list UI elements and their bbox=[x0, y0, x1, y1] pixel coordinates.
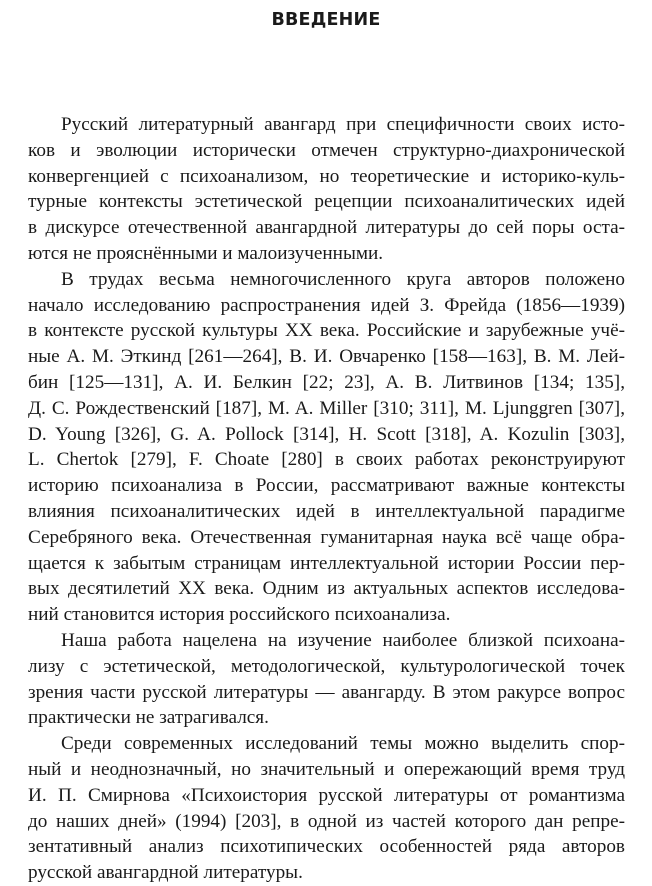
page-title: ВВЕДЕНИЕ bbox=[271, 10, 381, 30]
body-text bbox=[28, 112, 625, 886]
paragraph-1-line: конвергенцией с психоанализом, но теоретические и историко-куль- bbox=[28, 165, 625, 187]
paragraph-4-line: Среди современных исследований темы можно выделить спор- bbox=[61, 733, 625, 755]
paragraph-2-line: Серебряного века. Отечественная гуманитарная наука всё чаще обра- bbox=[28, 526, 625, 548]
paragraph-3-line: лизу с эстетической, методологической, культурологической точек bbox=[28, 655, 625, 677]
paragraph-2-line: В трудах весьма немногочисленного круга авторов положено bbox=[61, 268, 625, 290]
paragraph-2-line: щается к забытым страницам интеллектуальной истории России пер- bbox=[28, 552, 625, 574]
paragraph-3-line: практически не затрагивался. bbox=[28, 707, 269, 729]
paragraph-2-line: вых десятилетий XX века. Одним из актуальных аспектов исследова- bbox=[28, 578, 625, 600]
paragraph-4-line: до наших дней» (1994) [203], в одной из частей которого дан репре- bbox=[28, 810, 625, 832]
paragraph-1-line: Русский литературный авангард при специфичности своих исто- bbox=[61, 114, 625, 135]
paragraph-2-line: ные А. М. Эткинд [261—264], В. И. Овчаренко [158—163], В. М. Лей- bbox=[28, 346, 625, 368]
paragraph-4-line: ный и неоднозначный, но значительный и опережающий время труд bbox=[28, 758, 625, 780]
paragraph-2-line: ний становится история российского психоанализа. bbox=[28, 604, 451, 626]
paragraph-2-line: начало исследованию распространения идей З. Фрейда (1856—1939) bbox=[28, 294, 625, 316]
paragraph-3-line: Наша работа нацелена на изучение наиболее близкой психоана- bbox=[61, 629, 625, 651]
paragraph-2-line: D. Young [326], G. A. Pollock [314], H. Scott [318], A. Kozulin [303], bbox=[28, 423, 625, 445]
paragraph-2-line: историю психоанализа в России, рассматривают важные контексты bbox=[28, 475, 625, 497]
paragraph-1-line: в дискурсе отечественной авангардной литературы до сей поры оста- bbox=[28, 217, 625, 239]
paragraph-2-line: в контексте русской культуры XX века. Российские и зарубежные учё- bbox=[28, 320, 625, 342]
paragraph-3-line: зрения части русской литературы — авангарду. В этом ракурсе вопрос bbox=[28, 681, 625, 703]
paragraph-4-line: русской авангардной литературы. bbox=[28, 862, 303, 884]
paragraph-4-line: зентативный анализ психотипических особенностей ряда авторов bbox=[28, 836, 625, 858]
paragraph-1-line: турные контексты эстетической рецепции психоаналитических идей bbox=[28, 191, 625, 213]
paragraph-2-line: бин [125—131], А. И. Белкин [22; 23], А. В. Литвинов [134; 135], bbox=[28, 371, 625, 393]
paragraph-4-line: И. П. Смирнова «Психоистория русской литературы от романтизма bbox=[28, 784, 625, 806]
paragraph-2-line: L. Chertok [279], F. Choate [280] в своих работах реконструируют bbox=[28, 449, 625, 471]
paragraph-2-line: Д. С. Рождественский [187], M. A. Miller [310; 311], M. Ljunggren [307], bbox=[28, 397, 625, 419]
paragraph-1-line: ются не прояснёнными и малоизученными. bbox=[28, 242, 384, 264]
paragraph-2-line: влияния психоаналитических идей в интеллектуальной парадигме bbox=[28, 500, 625, 522]
paragraph-1-line: ков и эволюции исторически отмечен структурно-диахронической bbox=[28, 139, 625, 161]
